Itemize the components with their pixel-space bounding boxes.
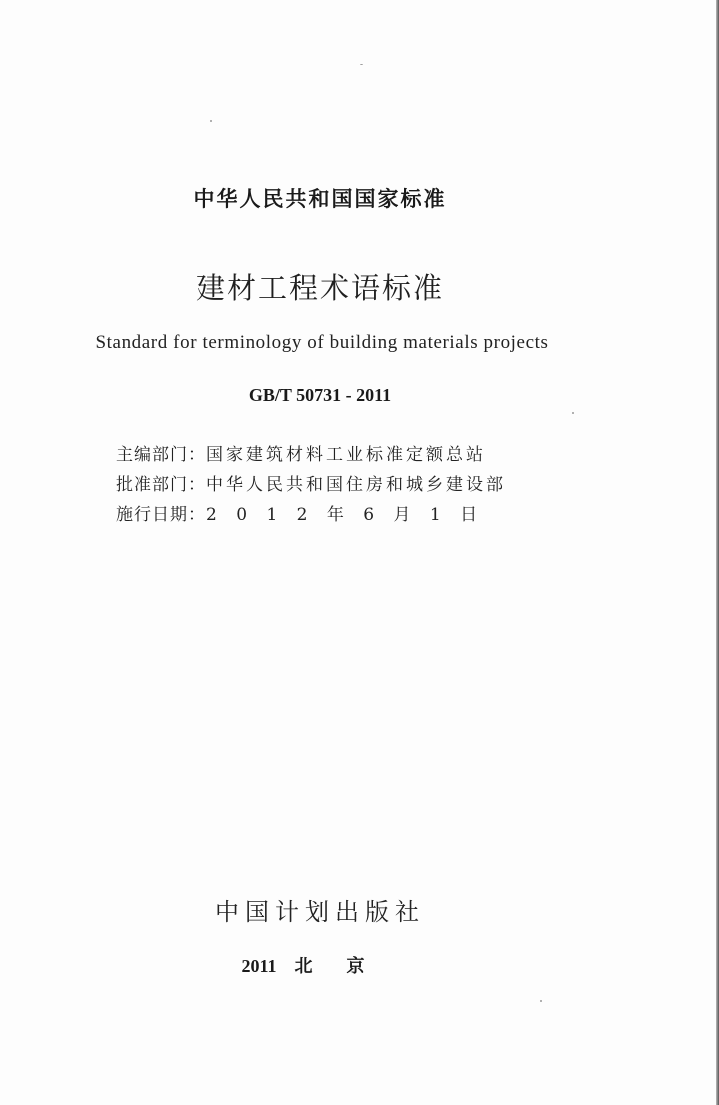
info-label: 批准部门： (116, 475, 206, 495)
standard-info-block (116, 440, 506, 530)
document-title-english: Standard for terminology of building materials projects (95, 332, 549, 353)
info-value: 2 0 1 2 年 6 月 1 日 (206, 505, 478, 525)
publication-year: 2011 (241, 956, 277, 976)
info-value: 中华人民共和国住房和城乡建设部 (206, 475, 506, 495)
standard-series-heading: 中华人民共和国国家标准 (193, 187, 447, 211)
scan-speck (540, 1000, 542, 1002)
standard-code: GB/T 50731 - 2011 (248, 385, 392, 405)
scan-speck (360, 64, 363, 65)
info-row-editor (116, 440, 506, 470)
info-row-effective-date (116, 500, 506, 530)
publisher-name: 中国计划出版社 (215, 898, 425, 926)
document-title-chinese: 建材工程术语标准 (195, 271, 444, 305)
publication-city: 北京 (294, 956, 399, 977)
scan-speck (210, 120, 212, 122)
publication-line (0, 952, 640, 978)
info-value: 国家建筑材料工业标准定额总站 (206, 445, 486, 465)
scan-speck (572, 412, 574, 414)
info-row-approver (116, 470, 506, 500)
info-label: 主编部门： (116, 445, 206, 465)
info-label: 施行日期： (116, 505, 206, 525)
